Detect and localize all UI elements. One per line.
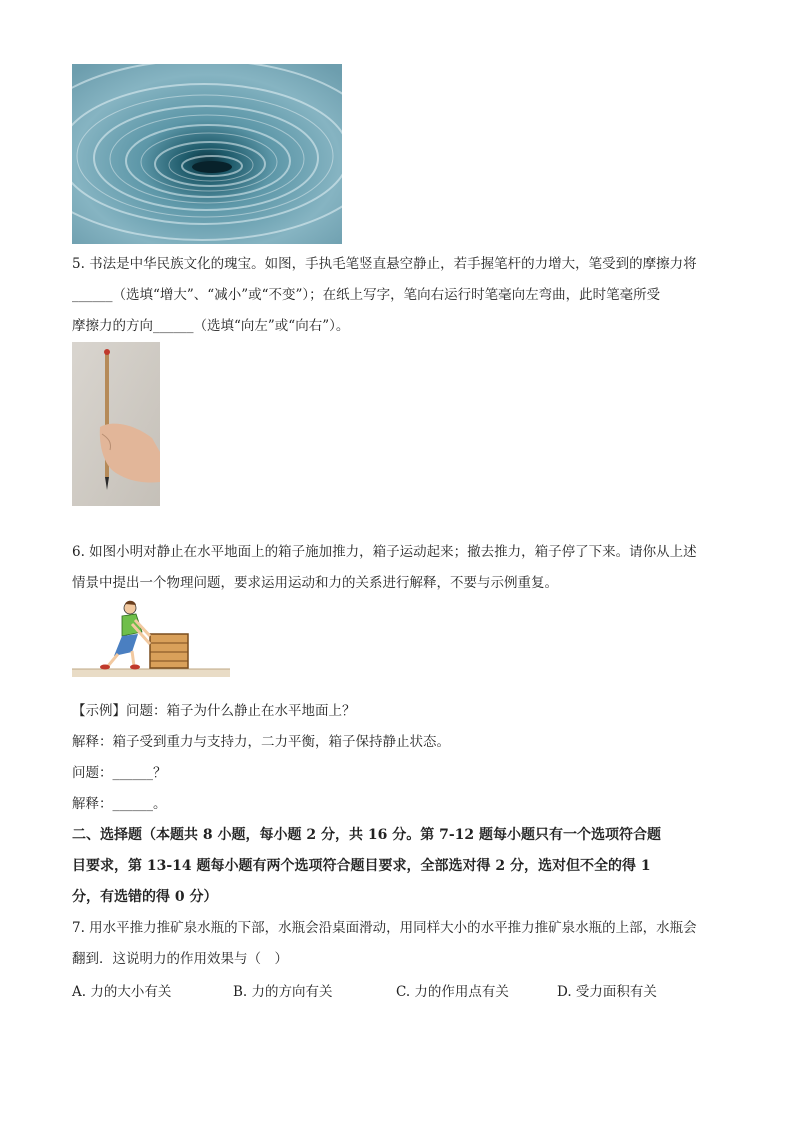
q6-question-blank: 问题：______？ — [72, 765, 167, 781]
q7-line-2: 翻到．这说明力的作用效果与（ ） — [72, 951, 288, 967]
q6-line-2: 情景中提出一个物理问题，要求运用运动和力的关系进行解释，不要与示例重复。 — [72, 575, 558, 591]
boy-pushing-box-figure — [72, 596, 232, 682]
q6-explain-blank: 解释：______。 — [72, 796, 167, 812]
q6-example-answer: 解释：箱子受到重力与支持力，二力平衡，箱子保持静止状态。 — [72, 734, 450, 750]
whirlpool-photo — [72, 64, 342, 244]
q7-option-c[interactable]: C. 力的作用点有关 — [396, 984, 509, 1000]
q7-line-1: 7. 用水平推力推矿泉水瓶的下部，水瓶会沿桌面滑动，用同样大小的水平推力推矿泉水瓶的上部，水瓶会 — [72, 920, 697, 936]
q5-line-1: 5. 书法是中华民族文化的瑰宝。如图，手执毛笔竖直悬空静止，若手握笔杆的力增大，笔受到的摩擦力将 — [72, 256, 697, 272]
q6-line-1: 6. 如图小明对静止在水平地面上的箱子施加推力，箱子运动起来；撤去推力，箱子停了下来。请你从上述 — [72, 544, 697, 560]
q7-option-a[interactable]: A. 力的大小有关 — [72, 984, 172, 1000]
q6-example-question: 【示例】问题：箱子为什么静止在水平地面上？ — [72, 703, 356, 719]
section2-line-2: 目要求，第 13-14 题每小题有两个选项符合题目要求，全部选对得 2 分，选对但不全的得 1 — [72, 858, 651, 874]
q7-option-b[interactable]: B. 力的方向有关 — [233, 984, 333, 1000]
brush-hand-photo — [72, 342, 160, 506]
q5-line-2: ______（选填“增大”、“减小”或“不变”）；在纸上写字，笔向右运行时笔毫向左弯曲，此时笔毫所受 — [72, 287, 661, 303]
section2-line-3: 分，有选错的得 0 分） — [72, 889, 218, 905]
q7-option-d[interactable]: D. 受力面积有关 — [557, 984, 657, 1000]
section2-line-1: 二、选择题（本题共 8 小题，每小题 2 分，共 16 分。第 7-12 题每小题只有一个选项符合题 — [72, 827, 661, 843]
q5-line-3: 摩擦力的方向______（选填“向左”或“向右”）。 — [72, 318, 350, 334]
